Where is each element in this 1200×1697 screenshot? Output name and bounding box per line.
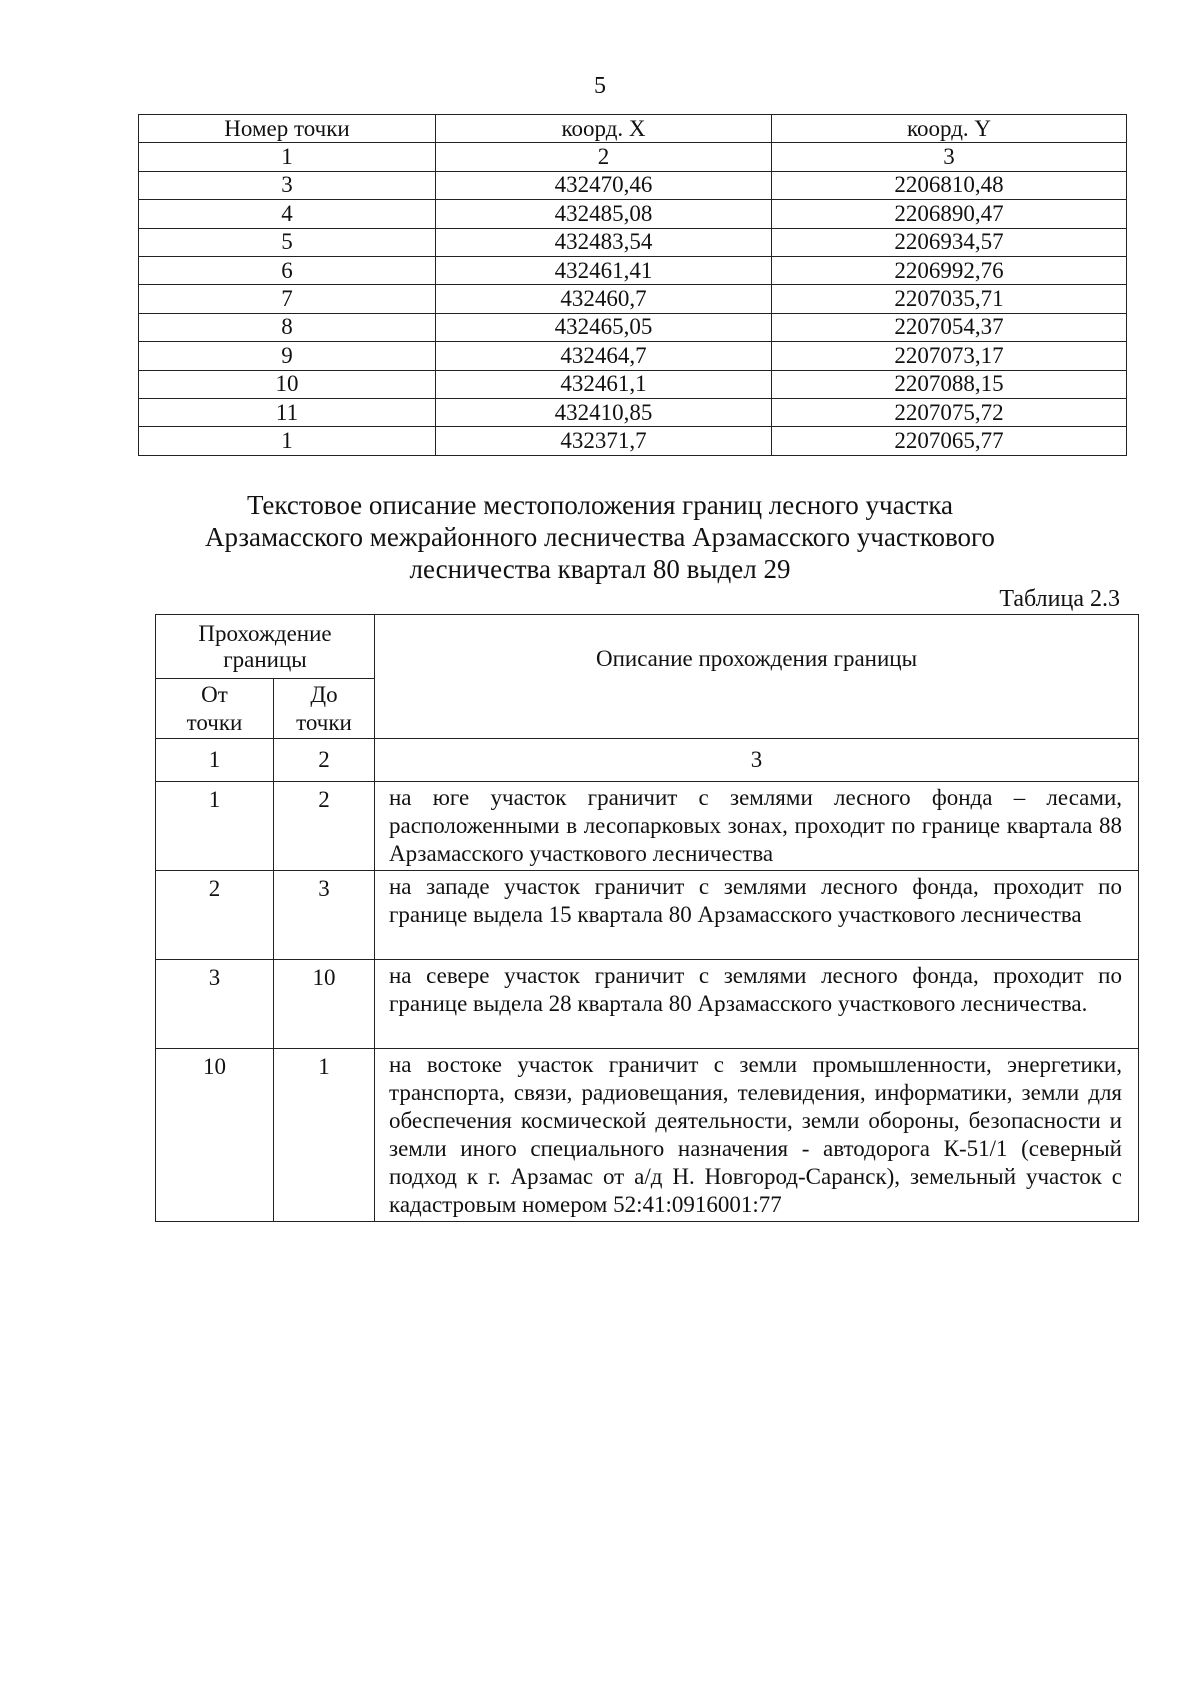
header-boundary-description: Описание прохождения границы bbox=[375, 615, 1139, 739]
column-number: 1 bbox=[156, 739, 274, 782]
table-row bbox=[139, 342, 1127, 370]
heading-line: Арзамасского межрайонного лесничества Арзамасского участкового bbox=[205, 522, 995, 552]
boundary-description: на востоке участок граничит с земли промышленности, энергетики, транспорта, связи, радиовещания, телевидения, информатики, земли для обеспечения космической деятельности, земли обороны, безопасности и земли иного специального назначения - автодорога К-51/1 (северный подход к г. Арзамас от а/д Н. Новгород-Саранск), земельный участок с кадастровым номером 52:41:0916001:77 bbox=[375, 1049, 1139, 1222]
coord-x: 432460,7 bbox=[436, 285, 772, 313]
point-number: 7 bbox=[139, 285, 436, 313]
table-row bbox=[139, 256, 1127, 284]
from-point: 2 bbox=[156, 871, 274, 960]
column-number: 2 bbox=[274, 739, 375, 782]
header-coord-x: коорд. X bbox=[436, 115, 772, 143]
table-row bbox=[139, 228, 1127, 256]
coord-y: 2207065,77 bbox=[772, 427, 1127, 455]
section-heading bbox=[100, 489, 1100, 585]
boundary-description: на юге участок граничит с землями лесного фонда – лесами, расположенными в лесопарковых зонах, проходит по границе квартала 88 Арзамасского участкового лесничества bbox=[375, 782, 1139, 871]
header-from-point: От точки bbox=[156, 679, 274, 739]
point-number: 5 bbox=[139, 228, 436, 256]
table-row bbox=[139, 370, 1127, 398]
column-number: 3 bbox=[375, 739, 1139, 782]
coord-y: 2206890,47 bbox=[772, 200, 1127, 228]
boundary-description: на севере участок граничит с землями лесного фонда, проходит по границе выдела 28 квартала 80 Арзамасского участкового лесничества. bbox=[375, 960, 1139, 1049]
table-row bbox=[139, 285, 1127, 313]
table-header-row bbox=[156, 615, 1139, 679]
coord-y: 2207088,15 bbox=[772, 370, 1127, 398]
coord-y: 2207073,17 bbox=[772, 342, 1127, 370]
coord-x: 432461,1 bbox=[436, 370, 772, 398]
coord-y: 2206992,76 bbox=[772, 256, 1127, 284]
column-number: 3 bbox=[772, 143, 1127, 171]
coord-y: 2207075,72 bbox=[772, 398, 1127, 426]
table-row bbox=[156, 871, 1139, 960]
coord-x: 432464,7 bbox=[436, 342, 772, 370]
coord-y: 2207035,71 bbox=[772, 285, 1127, 313]
coord-y: 2206810,48 bbox=[772, 171, 1127, 199]
coord-x: 432461,41 bbox=[436, 256, 772, 284]
table-row bbox=[139, 313, 1127, 341]
point-number: 1 bbox=[139, 427, 436, 455]
table-row bbox=[139, 398, 1127, 426]
column-number: 1 bbox=[139, 143, 436, 171]
coord-x: 432483,54 bbox=[436, 228, 772, 256]
table-header-row bbox=[139, 115, 1127, 143]
coord-y: 2207054,37 bbox=[772, 313, 1127, 341]
point-number: 8 bbox=[139, 313, 436, 341]
from-point: 10 bbox=[156, 1049, 274, 1222]
point-number: 3 bbox=[139, 171, 436, 199]
column-number: 2 bbox=[436, 143, 772, 171]
table-caption: Таблица 2.3 bbox=[999, 586, 1120, 612]
table-row bbox=[156, 960, 1139, 1049]
point-number: 11 bbox=[139, 398, 436, 426]
coord-x: 432410,85 bbox=[436, 398, 772, 426]
from-point: 1 bbox=[156, 782, 274, 871]
heading-line: Текстовое описание местоположения границ лесного участка bbox=[246, 490, 954, 520]
column-number-row bbox=[139, 143, 1127, 171]
table-row bbox=[156, 782, 1139, 871]
table-row bbox=[139, 427, 1127, 455]
coord-y: 2206934,57 bbox=[772, 228, 1127, 256]
coord-x: 432465,05 bbox=[436, 313, 772, 341]
boundary-description-table bbox=[155, 614, 1139, 1222]
column-number-row bbox=[156, 739, 1139, 782]
point-number: 10 bbox=[139, 370, 436, 398]
to-point: 3 bbox=[274, 871, 375, 960]
to-point: 10 bbox=[274, 960, 375, 1049]
header-point-number: Номер точки bbox=[139, 115, 436, 143]
header-to-point: До точки bbox=[274, 679, 375, 739]
table-row bbox=[139, 171, 1127, 199]
coordinates-table bbox=[138, 114, 1127, 456]
header-coord-y: коорд. Y bbox=[772, 115, 1127, 143]
coord-x: 432371,7 bbox=[436, 427, 772, 455]
coord-x: 432485,08 bbox=[436, 200, 772, 228]
from-point: 3 bbox=[156, 960, 274, 1049]
point-number: 6 bbox=[139, 256, 436, 284]
boundary-description: на западе участок граничит с землями лесного фонда, проходит по границе выдела 15 квартала 80 Арзамасского участкового лесничества bbox=[375, 871, 1139, 960]
coord-x: 432470,46 bbox=[436, 171, 772, 199]
page-number: 5 bbox=[594, 73, 606, 99]
to-point: 2 bbox=[274, 782, 375, 871]
point-number: 4 bbox=[139, 200, 436, 228]
heading-line: лесничества квартал 80 выдел 29 bbox=[409, 554, 791, 584]
to-point: 1 bbox=[274, 1049, 375, 1222]
point-number: 9 bbox=[139, 342, 436, 370]
header-boundary-passage: Прохождение границы bbox=[156, 615, 375, 679]
table-row bbox=[156, 1049, 1139, 1222]
table-row bbox=[139, 200, 1127, 228]
